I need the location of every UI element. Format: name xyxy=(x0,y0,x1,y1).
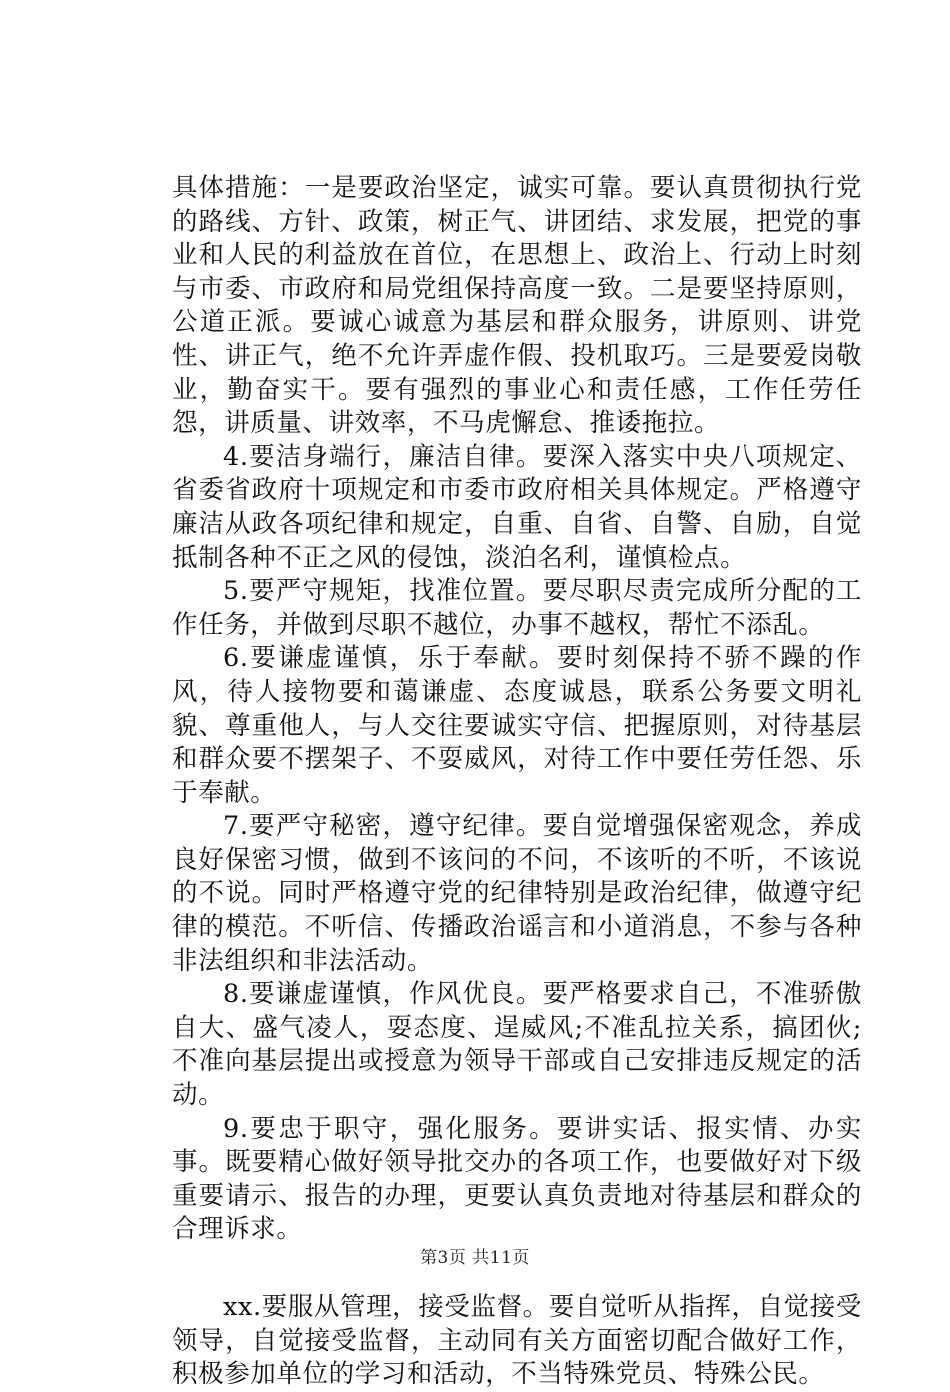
page-number-footer: 第3页 共11页 xyxy=(420,1248,530,1268)
paragraph-item-9: 9.要忠于职守，强化服务。要讲实话、报实情、办实事。既要精心做好领导批交办的各项工作，也要做好对下级重要请示、报告的办理，更要认真负责地对待基层和群众的合理诉求。 xyxy=(172,1113,862,1245)
paragraph-measures: 具体措施：一是要政治坚定，诚实可靠。要认真贯彻执行党的路线、方针、政策，树正气、讲团结、求发展，把党的事业和人民的利益放在首位，在思想上、政治上、行动上时刻与市委、市政府和局党组保持高度一致。二是要坚持原则，公道正派。要诚心诚意为基层和群众服务，讲原则、讲党性、讲正气，绝不允许弄虚作假、投机取巧。三是要爱岗敬业，勤奋实干。要有强烈的事业心和责任感，工作任劳任怨，讲质量、讲效率，不马虎懈怠、推诿拖拉。 xyxy=(172,173,862,439)
paragraph-item-xx: xx.要服从管理，接受监督。要自觉听从指挥，自觉接受领导，自觉接受监督，主动同有关方面密切配合做好工作，积极参加单位的学习和活动，不当特殊党员、特殊公民。 xyxy=(172,1292,862,1390)
paragraph-item-7: 7.要严守秘密，遵守纪律。要自觉增强保密观念，养成良好保密习惯，做到不该问的不问，不该听的不听，不该说的不说。同时严格遵守党的纪律特别是政治纪律，做遵守纪律的模范。不听信、传播政治谣言和小道消息，不参与各种非法组织和非法活动。 xyxy=(172,811,862,976)
paragraph-item-4: 4.要洁身端行，廉洁自律。要深入落实中央八项规定、省委省政府十项规定和市委市政府相关具体规定。严格遵守廉洁从政各项纪律和规定，自重、自省、自警、自励，自觉抵制各种不正之风的侵蚀，淡泊名利，谨慎检点。 xyxy=(172,441,862,573)
paragraph-item-5: 5.要严守规矩，找准位置。要尽职尽责完成所分配的工作任务，并做到尽职不越位，办事不越权，帮忙不添乱。 xyxy=(172,576,862,640)
document-body xyxy=(172,172,862,1392)
paragraph-item-8: 8.要谦虚谨慎，作风优良。要严格要求自己，不准骄傲自大、盛气凌人，耍态度、逞威风;不准乱拉关系，搞团伙;不准向基层提出或授意为领导干部或自己安排违反规定的活动。 xyxy=(172,979,862,1111)
paragraph-item-6: 6.要谦虚谨慎，乐于奉献。要时刻保持不骄不躁的作风，待人接物要和蔼谦虚、态度诚恳，联系公务要文明礼貌、尊重他人，与人交往要诚实守信、把握原则，对待基层和群众要不摆架子、不耍威风，对待工作中要任劳任怨、乐于奉献。 xyxy=(172,643,862,808)
